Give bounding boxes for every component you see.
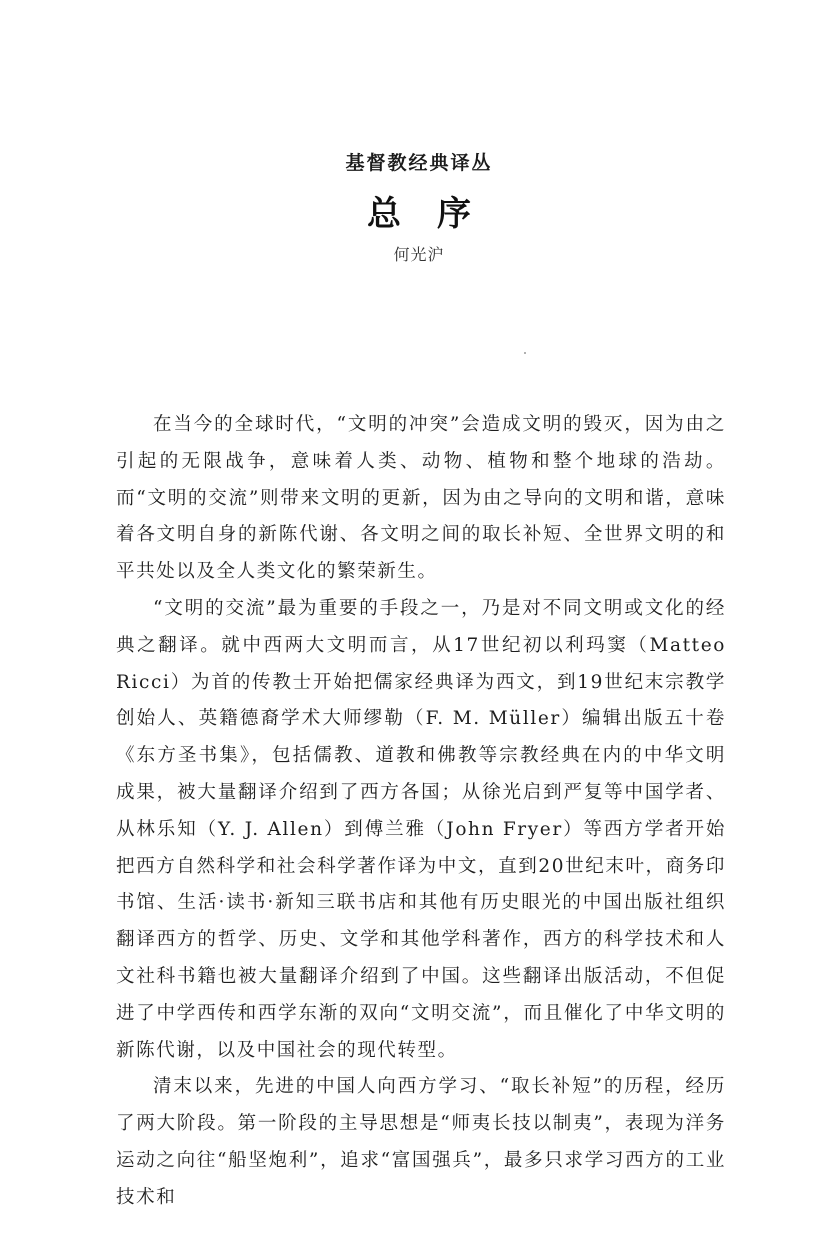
paragraph: 清末以来，先进的中国人向西方学习、“取长补短”的历程，经历了两大阶段。第一阶段的主导思想是“师夷长技以制夷”，表现为洋务运动之向往“船坚炮利”，追求“富国强兵”，最多只求学习西方的工业技术和 <box>116 1076 726 1208</box>
scan-speck <box>524 352 526 354</box>
paragraph: “文明的交流”最为重要的手段之一，乃是对不同文明或文化的经典之翻译。就中西两大文明而言，从17世纪初以利玛窦（Matteo Ricci）为首的传教士开始把儒家经典译为西文，到19世纪末宗教学创始人、英籍德裔学术大师缪勒（F. M. Müller）编辑出版五十卷《东方圣书集》，包括儒教、道教和佛教等宗教经典在内的中华文明成果，被大量翻译介绍到了西方各国；从徐光启到严复等中国学者、从林乐知（Y. J. Allen）到傅兰雅（John Fryer）等西方学者开始把西方自然科学和社会科学著作译为中文，直到20世纪末叶，商务印书馆、生活·读书·新知三联书店和其他有历史眼光的中国出版社组织翻译西方的哲学、历史、文学和其他学科著作，西方的科学技术和人文社科书籍也被大量翻译介绍到了中国。这些翻译出版活动，不但促进了中学西传和西学东渐的双向“文明交流”，而且催化了中华文明的新陈代谢，以及中国社会的现代转型。 <box>116 597 726 1061</box>
page-title: 总序 <box>367 194 507 234</box>
series-title: 基督教经典译丛 <box>345 152 493 174</box>
paragraph: 在当今的全球时代，“文明的冲突”会造成文明的毁灭，因为由之引起的无限战争，意味着人类、动物、植物和整个地球的浩劫。而“文明的交流”则带来文明的更新，因为由之导向的文明和谐，意味着各文明自身的新陈代谢、各文明之间的取长补短、全世界文明的和平共处以及全人类文化的繁荣新生。 <box>116 414 726 583</box>
body-text <box>116 407 726 1217</box>
author-name: 何光沪 <box>393 245 445 264</box>
